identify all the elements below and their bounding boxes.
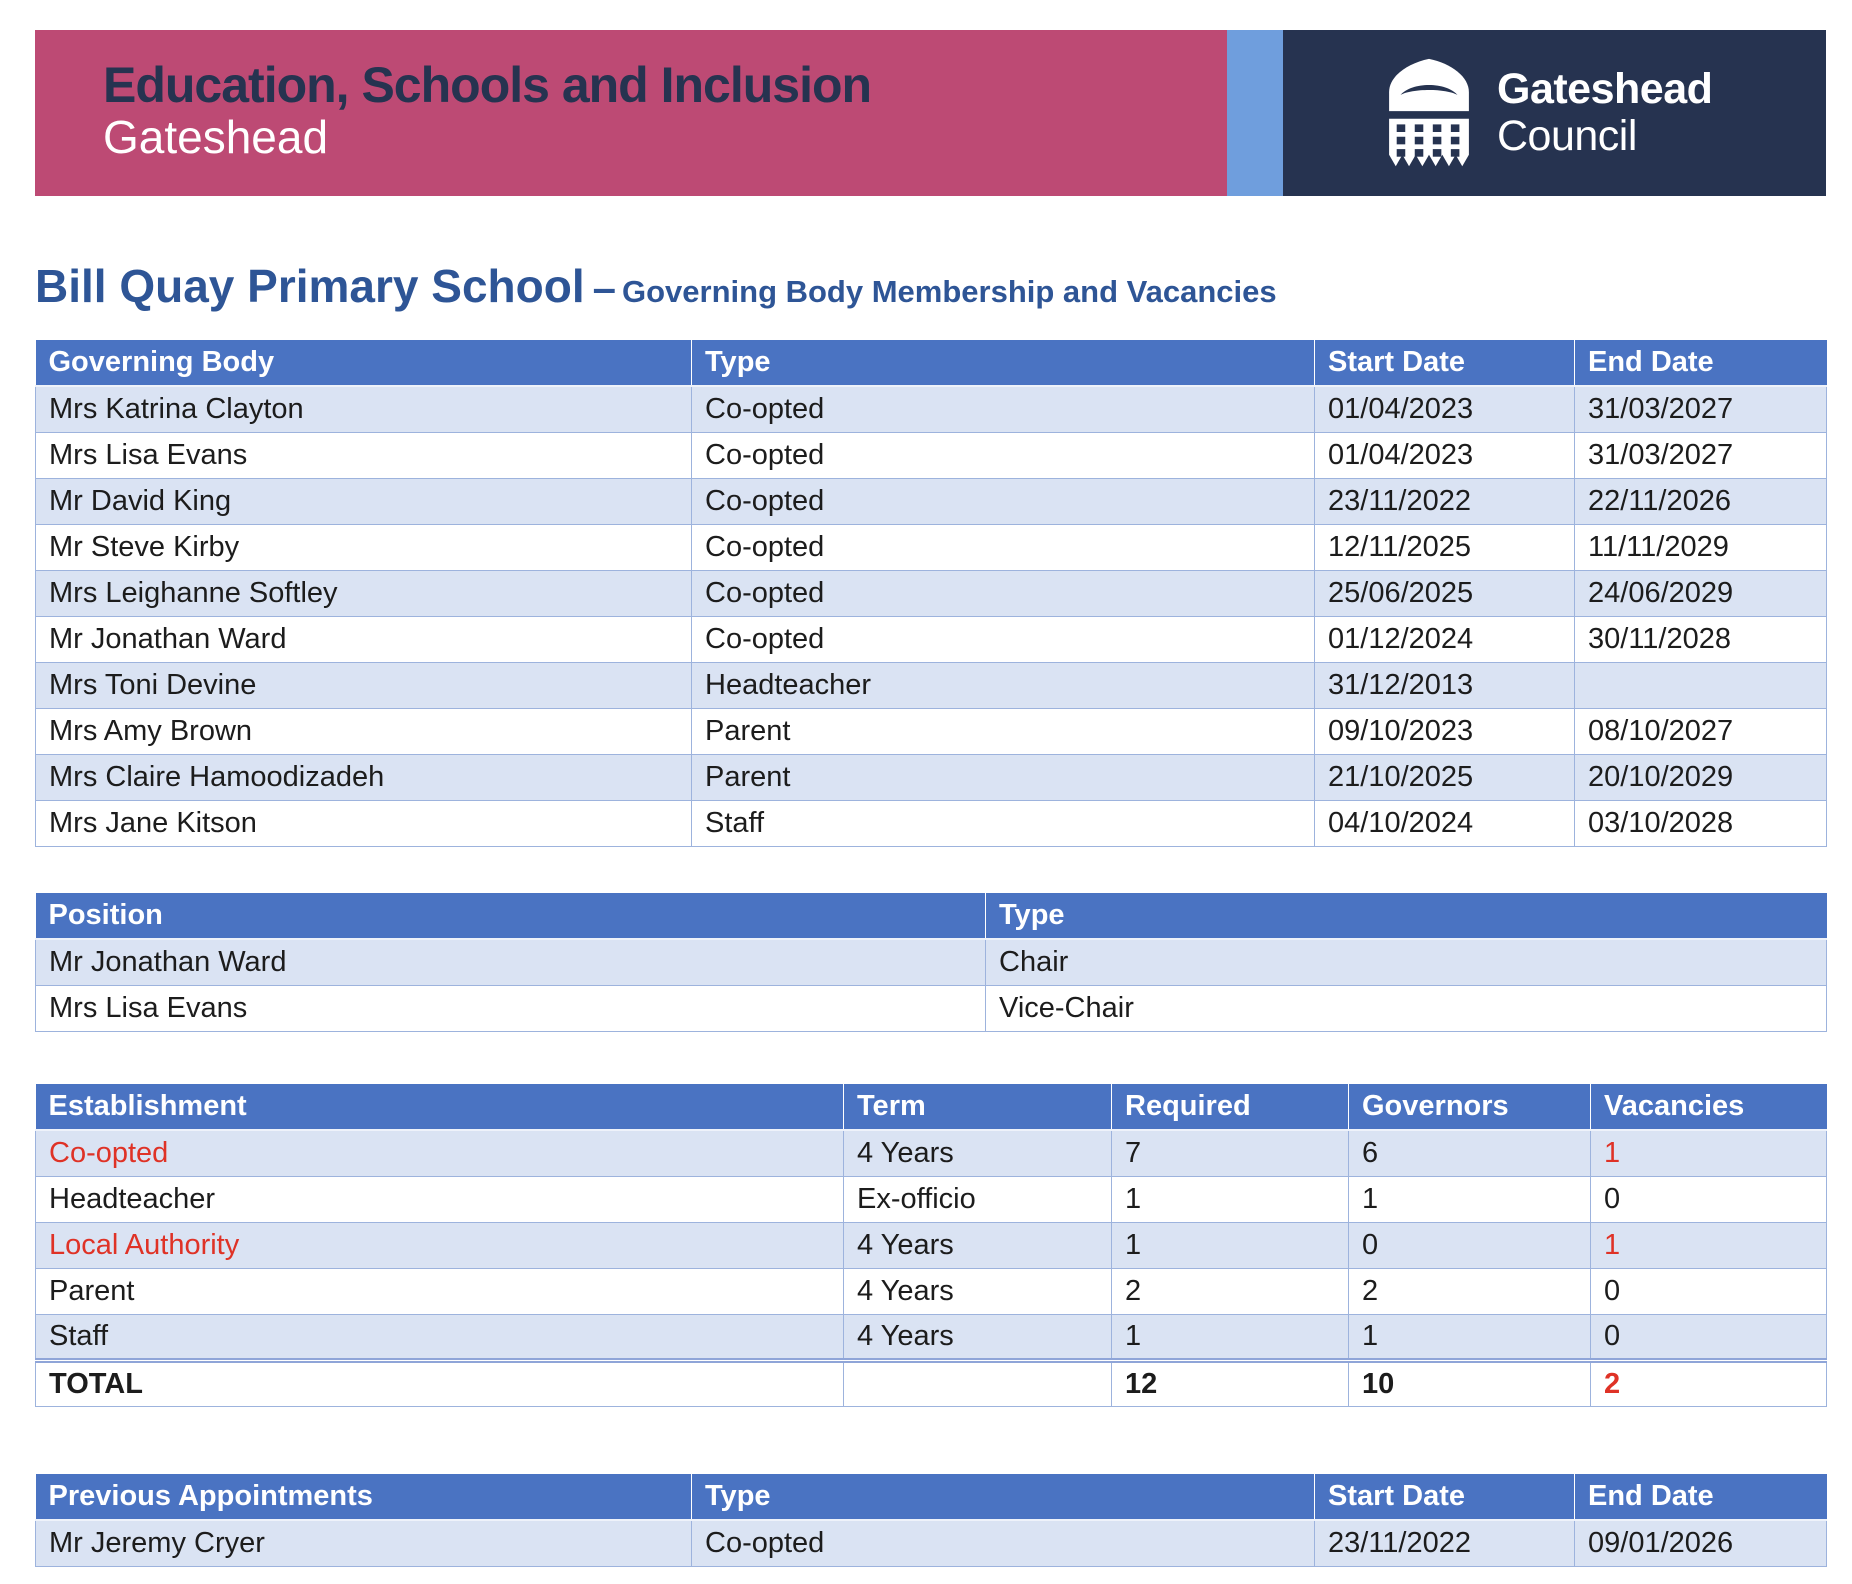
cell: Parent	[692, 708, 1315, 754]
gateshead-council-logo-icon	[1381, 56, 1477, 170]
cell: Mr Jeremy Cryer	[36, 1520, 692, 1566]
cell: 23/11/2022	[1315, 1520, 1575, 1566]
cell: Mr Steve Kirby	[36, 524, 692, 570]
column-header: Governors	[1349, 1084, 1591, 1130]
positions-table	[35, 893, 1827, 1032]
column-header: Start Date	[1315, 1474, 1575, 1520]
column-header: End Date	[1575, 340, 1827, 386]
cell: 1	[1349, 1176, 1591, 1222]
cell: Mrs Jane Kitson	[36, 800, 692, 846]
cell: 0	[1349, 1222, 1591, 1268]
cell: 1	[1591, 1222, 1827, 1268]
table-row	[36, 754, 1827, 800]
cell: TOTAL	[36, 1360, 844, 1406]
council-wordmark-line2: Council	[1497, 112, 1637, 160]
banner-pink-panel	[35, 30, 1227, 196]
cell: Mr Jonathan Ward	[36, 939, 986, 985]
cell	[844, 1360, 1112, 1406]
table-row	[36, 616, 1827, 662]
table-row	[36, 939, 1827, 985]
cell: 0	[1591, 1268, 1827, 1314]
cell: 31/03/2027	[1575, 386, 1827, 432]
banner-council-panel	[1283, 30, 1826, 196]
column-header: End Date	[1575, 1474, 1827, 1520]
department-subtitle: Gateshead	[103, 111, 329, 163]
cell: Chair	[986, 939, 1827, 985]
cell: Headteacher	[692, 662, 1315, 708]
cell: Mrs Amy Brown	[36, 708, 692, 754]
cell: Mr Jonathan Ward	[36, 616, 692, 662]
table-row	[36, 1130, 1827, 1176]
table-row	[36, 985, 1827, 1031]
cell: 01/04/2023	[1315, 432, 1575, 478]
column-header: Type	[692, 340, 1315, 386]
cell: 4 Years	[844, 1314, 1112, 1360]
cell: 30/11/2028	[1575, 616, 1827, 662]
cell: Vice-Chair	[986, 985, 1827, 1031]
cell: 25/06/2025	[1315, 570, 1575, 616]
cell: 11/11/2029	[1575, 524, 1827, 570]
cell: 09/10/2023	[1315, 708, 1575, 754]
table-row	[36, 386, 1827, 432]
cell: 01/04/2023	[1315, 386, 1575, 432]
cell: 2	[1591, 1360, 1827, 1406]
cell: 0	[1591, 1314, 1827, 1360]
cell: 12/11/2025	[1315, 524, 1575, 570]
department-title: Education, Schools and Inclusion	[103, 57, 872, 113]
column-header: Type	[692, 1474, 1315, 1520]
cell: 23/11/2022	[1315, 478, 1575, 524]
total-row	[36, 1360, 1827, 1406]
table-row	[36, 1520, 1827, 1566]
cell: 2	[1349, 1268, 1591, 1314]
cell: 20/10/2029	[1575, 754, 1827, 800]
table-row	[36, 524, 1827, 570]
column-header: Previous Appointments	[36, 1474, 692, 1520]
cell: Co-opted	[692, 616, 1315, 662]
cell: Co-opted	[692, 478, 1315, 524]
table-header-row	[36, 340, 1827, 386]
cell: 1	[1112, 1314, 1349, 1360]
cell: 4 Years	[844, 1130, 1112, 1176]
cell: Co-opted	[692, 1520, 1315, 1566]
establishment-table	[35, 1084, 1827, 1407]
council-wordmark	[1497, 66, 1712, 161]
cell: 2	[1112, 1268, 1349, 1314]
cell: 22/11/2026	[1575, 478, 1827, 524]
cell: Co-opted	[692, 432, 1315, 478]
cell: 04/10/2024	[1315, 800, 1575, 846]
column-header: Establishment	[36, 1084, 844, 1130]
banner-accent-stripe	[1227, 30, 1283, 196]
cell: Mrs Toni Devine	[36, 662, 692, 708]
column-header: Vacancies	[1591, 1084, 1827, 1130]
column-header: Type	[986, 893, 1827, 939]
cell: Staff	[692, 800, 1315, 846]
table-row	[36, 1268, 1827, 1314]
cell	[1575, 662, 1827, 708]
cell: Co-opted	[692, 386, 1315, 432]
table-header-row	[36, 1084, 1827, 1130]
cell: 10	[1349, 1360, 1591, 1406]
cell: Co-opted	[692, 524, 1315, 570]
title-separator: –	[592, 264, 616, 312]
cell: Co-opted	[692, 570, 1315, 616]
cell: Mr David King	[36, 478, 692, 524]
previous-appointments-table	[35, 1474, 1827, 1567]
cell: 31/03/2027	[1575, 432, 1827, 478]
cell: 4 Years	[844, 1268, 1112, 1314]
cell: 1	[1591, 1130, 1827, 1176]
governing-body-table	[35, 340, 1827, 847]
cell: Staff	[36, 1314, 844, 1360]
page-title	[35, 259, 1277, 313]
title-subtitle: Governing Body Membership and Vacancies	[621, 274, 1277, 310]
cell: 31/12/2013	[1315, 662, 1575, 708]
table-row	[36, 800, 1827, 846]
cell: Mrs Lisa Evans	[36, 985, 986, 1031]
table-header-row	[36, 1474, 1827, 1520]
cell: 1	[1112, 1176, 1349, 1222]
school-name: Bill Quay Primary School	[35, 260, 585, 313]
department-banner	[35, 30, 1826, 196]
council-wordmark-line1: Gateshead	[1497, 64, 1713, 113]
cell: 7	[1112, 1130, 1349, 1176]
cell: Local Authority	[36, 1222, 844, 1268]
cell: 09/01/2026	[1575, 1520, 1827, 1566]
column-header: Required	[1112, 1084, 1349, 1130]
table-header-row	[36, 893, 1827, 939]
cell: 12	[1112, 1360, 1349, 1406]
cell: Headteacher	[36, 1176, 844, 1222]
table-row	[36, 478, 1827, 524]
table-row	[36, 1222, 1827, 1268]
cell: Parent	[692, 754, 1315, 800]
table-row	[36, 1314, 1827, 1360]
cell: Parent	[36, 1268, 844, 1314]
cell: 01/12/2024	[1315, 616, 1575, 662]
column-header: Term	[844, 1084, 1112, 1130]
table-row	[36, 662, 1827, 708]
table-row	[36, 1176, 1827, 1222]
table-row	[36, 432, 1827, 478]
cell: Mrs Claire Hamoodizadeh	[36, 754, 692, 800]
column-header: Start Date	[1315, 340, 1575, 386]
cell: 0	[1591, 1176, 1827, 1222]
table-row	[36, 708, 1827, 754]
cell: 24/06/2029	[1575, 570, 1827, 616]
cell: 6	[1349, 1130, 1591, 1176]
column-header: Position	[36, 893, 986, 939]
cell: 1	[1112, 1222, 1349, 1268]
table-row	[36, 570, 1827, 616]
cell: Mrs Katrina Clayton	[36, 386, 692, 432]
column-header: Governing Body	[36, 340, 692, 386]
cell: Co-opted	[36, 1130, 844, 1176]
cell: 21/10/2025	[1315, 754, 1575, 800]
cell: Ex-officio	[844, 1176, 1112, 1222]
cell: Mrs Leighanne Softley	[36, 570, 692, 616]
cell: 03/10/2028	[1575, 800, 1827, 846]
cell: 4 Years	[844, 1222, 1112, 1268]
cell: 1	[1349, 1314, 1591, 1360]
cell: 08/10/2027	[1575, 708, 1827, 754]
cell: Mrs Lisa Evans	[36, 432, 692, 478]
